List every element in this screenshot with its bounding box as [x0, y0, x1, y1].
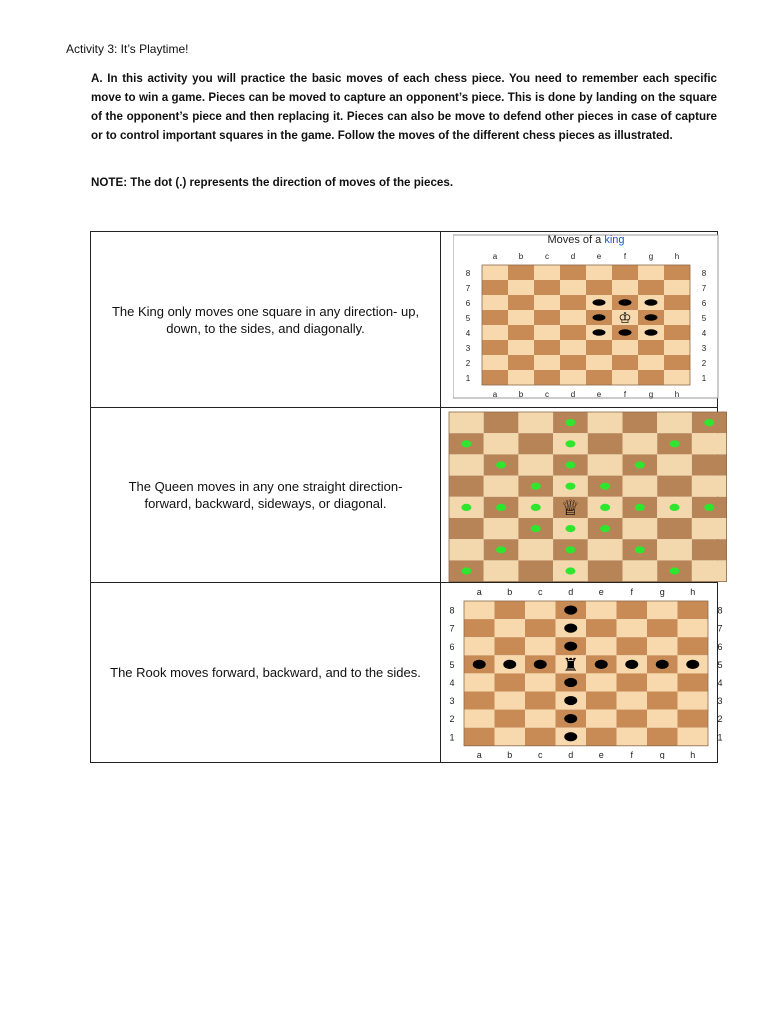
- board-square: [612, 265, 638, 280]
- rank-label-right: 7: [701, 284, 707, 293]
- move-dot: [496, 547, 506, 554]
- rank-label-right: 4: [717, 677, 723, 688]
- activity-title: Activity 3: It’s Playtime!: [66, 42, 189, 56]
- chess-piece: ♜: [562, 654, 579, 675]
- move-dot: [534, 659, 547, 668]
- move-dot: [670, 441, 680, 448]
- board-square: [612, 280, 638, 295]
- move-dot: [656, 659, 669, 668]
- move-dot: [565, 462, 575, 469]
- file-label-bottom: e: [598, 749, 604, 759]
- file-label-bottom: d: [568, 749, 574, 759]
- board-square: [508, 340, 534, 355]
- board-square: [664, 325, 690, 340]
- file-label-top: h: [674, 252, 680, 261]
- board-square: [449, 455, 484, 476]
- board-square: [525, 619, 556, 637]
- board-square: [464, 601, 495, 619]
- rank-label-left: 1: [465, 374, 471, 383]
- board-square: [588, 455, 623, 476]
- board-square: [464, 619, 495, 637]
- board-square: [588, 561, 623, 582]
- board-square: [525, 727, 556, 745]
- board-square: [664, 280, 690, 295]
- move-dot: [619, 329, 632, 335]
- rook-description: The Rook moves forward, backward, and to the sides.: [91, 582, 441, 762]
- rank-label-left: 3: [465, 344, 471, 353]
- board-square: [692, 561, 727, 582]
- rank-label-left: 7: [449, 623, 455, 634]
- rank-label-left: 8: [449, 605, 455, 616]
- move-dot: [593, 329, 606, 335]
- board-square: [495, 637, 526, 655]
- board-square: [647, 637, 678, 655]
- move-dot: [670, 504, 680, 511]
- board-square: [657, 540, 692, 561]
- king-moves-board: [453, 234, 719, 400]
- board-square: [657, 412, 692, 433]
- board-square: [638, 265, 664, 280]
- moves-table: [90, 231, 723, 763]
- board-square: [638, 355, 664, 370]
- move-dot: [461, 568, 471, 575]
- board-square: [534, 280, 560, 295]
- file-label-bottom: f: [630, 749, 634, 759]
- file-label-top: f: [623, 252, 627, 261]
- file-label-top: f: [630, 586, 634, 597]
- rank-label-right: 6: [717, 641, 723, 652]
- move-dot: [565, 568, 575, 575]
- move-dot: [564, 732, 577, 741]
- board-square: [508, 265, 534, 280]
- board-square: [623, 476, 658, 497]
- rook-illustration-cell: [441, 582, 723, 762]
- board-square: [534, 295, 560, 310]
- move-dot: [564, 623, 577, 632]
- board-square: [525, 691, 556, 709]
- board-square: [495, 619, 526, 637]
- board-square: [534, 310, 560, 325]
- move-dot: [496, 504, 506, 511]
- board-square: [495, 709, 526, 727]
- move-dot: [686, 659, 699, 668]
- move-dot: [704, 504, 714, 511]
- board-square: [518, 412, 553, 433]
- caption-accent-text: king: [604, 234, 625, 246]
- board-square: [560, 310, 586, 325]
- board-square: [623, 518, 658, 539]
- move-dot: [565, 525, 575, 532]
- move-dot: [564, 605, 577, 614]
- file-label-top: d: [570, 252, 576, 261]
- board-square: [678, 727, 709, 745]
- board-square: [586, 370, 612, 385]
- board-square: [518, 455, 553, 476]
- file-label-bottom: c: [545, 390, 549, 399]
- board-square: [664, 355, 690, 370]
- board-square: [612, 370, 638, 385]
- board-square: [482, 370, 508, 385]
- caption-text: Moves of a: [547, 234, 605, 246]
- move-dot: [564, 714, 577, 723]
- rank-label-left: 5: [449, 659, 455, 670]
- queen-illustration-cell: [441, 408, 718, 582]
- move-dot: [565, 419, 575, 426]
- board-square: [692, 434, 727, 455]
- rank-label-left: 6: [449, 641, 455, 652]
- board-square: [534, 355, 560, 370]
- board-square: [657, 476, 692, 497]
- move-dot: [619, 299, 632, 305]
- board-square: [692, 455, 727, 476]
- rook-row: [91, 582, 718, 762]
- rank-label-left: 4: [449, 677, 455, 688]
- board-square: [495, 727, 526, 745]
- board-square: [508, 355, 534, 370]
- note-text: NOTE: The dot (.) represents the direction of moves of the pieces.: [91, 176, 454, 189]
- file-label-top: h: [690, 586, 696, 597]
- move-dot: [635, 462, 645, 469]
- queen-moves-board: [448, 410, 729, 582]
- board-square: [482, 295, 508, 310]
- file-label-bottom: a: [492, 390, 498, 399]
- file-label-top: c: [538, 586, 543, 597]
- board-square: [617, 709, 648, 727]
- board-square: [664, 310, 690, 325]
- rank-label-right: 7: [717, 623, 723, 634]
- move-dot: [645, 314, 658, 320]
- file-label-top: g: [659, 586, 665, 597]
- board-square: [464, 691, 495, 709]
- instructions-paragraph: A. In this activity you will practice the basic moves of each chess piece. You need to remember each specific move to win a game. Pieces can be moved to capture an opponent’s piece. This is done by landing on the square of the opponent’s piece and then replacing it. Pieces can also be move to defend other pieces in case of capture or to control important squares in the game. Follow the moves of the different chess pieces as illustrated.: [91, 72, 717, 142]
- board-square: [657, 455, 692, 476]
- king-row: [91, 232, 718, 408]
- board-square: [647, 673, 678, 691]
- board-square: [525, 601, 556, 619]
- file-label-bottom: h: [674, 390, 680, 399]
- rank-label-left: 7: [465, 284, 471, 293]
- file-label-top: e: [598, 586, 604, 597]
- board-square: [534, 265, 560, 280]
- board-square: [560, 340, 586, 355]
- move-dot: [645, 299, 658, 305]
- board-square: [560, 325, 586, 340]
- board-square: [664, 295, 690, 310]
- board-square: [482, 355, 508, 370]
- board-square: [484, 434, 519, 455]
- file-label-bottom: e: [596, 390, 602, 399]
- move-dot: [593, 299, 606, 305]
- file-label-bottom: d: [570, 390, 576, 399]
- board-square: [464, 727, 495, 745]
- board-square: [623, 561, 658, 582]
- board-square: [525, 637, 556, 655]
- board-square: [617, 691, 648, 709]
- board-square: [560, 370, 586, 385]
- board-square: [534, 370, 560, 385]
- move-dot: [564, 641, 577, 650]
- move-dot: [461, 441, 471, 448]
- board-square: [464, 673, 495, 691]
- board-square: [638, 280, 664, 295]
- rank-label-right: 2: [701, 359, 707, 368]
- file-label-top: b: [507, 586, 513, 597]
- board-square: [560, 265, 586, 280]
- board-square: [449, 518, 484, 539]
- rank-label-left: 6: [465, 299, 471, 308]
- board-square: [534, 325, 560, 340]
- file-label-top: a: [492, 252, 498, 261]
- board-square: [664, 265, 690, 280]
- board-square: [449, 412, 484, 433]
- rook-moves-board: [446, 587, 728, 759]
- board-square: [612, 340, 638, 355]
- move-dot: [645, 329, 658, 335]
- board-square: [647, 709, 678, 727]
- move-dot: [473, 659, 486, 668]
- board-square: [508, 295, 534, 310]
- board-square: [525, 673, 556, 691]
- board-square: [484, 412, 519, 433]
- board-square: [647, 619, 678, 637]
- move-dot: [564, 678, 577, 687]
- file-label-top: d: [568, 586, 574, 597]
- board-square: [638, 340, 664, 355]
- rank-label-right: 1: [701, 374, 707, 383]
- board-square: [657, 518, 692, 539]
- board-square: [692, 476, 727, 497]
- rank-label-right: 3: [717, 695, 723, 706]
- board-square: [560, 295, 586, 310]
- board-square: [586, 727, 617, 745]
- chess-piece: ♔: [618, 309, 632, 327]
- board-square: [586, 355, 612, 370]
- rank-label-left: 1: [449, 731, 455, 742]
- file-label-bottom: a: [476, 749, 482, 759]
- move-dot: [565, 441, 575, 448]
- file-label-bottom: h: [690, 749, 696, 759]
- rank-label-left: 3: [449, 695, 455, 706]
- rank-label-right: 8: [717, 605, 723, 616]
- move-dot: [496, 462, 506, 469]
- board-square: [692, 518, 727, 539]
- board-square: [664, 370, 690, 385]
- file-label-bottom: b: [518, 390, 524, 399]
- board-square: [678, 601, 709, 619]
- king-illustration-cell: [441, 232, 718, 408]
- file-label-bottom: g: [648, 390, 654, 399]
- board-square: [586, 265, 612, 280]
- file-label-bottom: b: [507, 749, 513, 759]
- board-square: [692, 540, 727, 561]
- move-dot: [635, 547, 645, 554]
- move-dot: [531, 525, 541, 532]
- board-square: [482, 310, 508, 325]
- board-square: [518, 434, 553, 455]
- board-square: [495, 691, 526, 709]
- board-square: [449, 476, 484, 497]
- board-square: [612, 355, 638, 370]
- board-square: [484, 518, 519, 539]
- board-square: [586, 340, 612, 355]
- rank-label-left: 2: [465, 359, 471, 368]
- board-square: [464, 637, 495, 655]
- file-label-top: g: [648, 252, 654, 261]
- rank-label-left: 4: [465, 329, 471, 338]
- board-square: [678, 709, 709, 727]
- file-label-bottom: c: [538, 749, 543, 759]
- board-square: [482, 325, 508, 340]
- rank-label-right: 2: [717, 713, 723, 724]
- board-square: [586, 673, 617, 691]
- move-dot: [564, 696, 577, 705]
- rank-label-right: 1: [717, 731, 723, 742]
- board-square: [678, 691, 709, 709]
- rank-label-right: 8: [701, 269, 707, 278]
- board-square: [623, 434, 658, 455]
- board-square: [588, 412, 623, 433]
- file-label-top: c: [545, 252, 549, 261]
- board-square: [518, 561, 553, 582]
- file-label-bottom: g: [659, 749, 665, 759]
- move-dot: [531, 483, 541, 490]
- board-square: [482, 280, 508, 295]
- move-dot: [593, 314, 606, 320]
- move-dot: [625, 659, 638, 668]
- queen-description: The Queen moves in any one straight direction-forward, backward, sideways, or diagonal.: [91, 408, 441, 582]
- rank-label-right: 6: [701, 299, 707, 308]
- move-dot: [600, 483, 610, 490]
- board-square: [678, 619, 709, 637]
- board-square: [586, 691, 617, 709]
- board-square: [664, 340, 690, 355]
- file-label-bottom: f: [623, 390, 627, 399]
- move-dot: [565, 483, 575, 490]
- board-square: [525, 709, 556, 727]
- board-square: [638, 370, 664, 385]
- board-square: [586, 601, 617, 619]
- board-square: [623, 412, 658, 433]
- board-square: [518, 540, 553, 561]
- board-square: [586, 709, 617, 727]
- rank-label-left: 2: [449, 713, 455, 724]
- board-square: [678, 673, 709, 691]
- board-square: [617, 601, 648, 619]
- board-square: [617, 619, 648, 637]
- move-dot: [531, 504, 541, 511]
- board-square: [534, 340, 560, 355]
- board-square: [617, 673, 648, 691]
- rank-label-left: 8: [465, 269, 471, 278]
- move-dot: [461, 504, 471, 511]
- board-square: [647, 601, 678, 619]
- board-caption: [547, 234, 624, 246]
- board-square: [482, 340, 508, 355]
- move-dot: [565, 547, 575, 554]
- file-label-top: a: [476, 586, 482, 597]
- board-square: [588, 540, 623, 561]
- queen-row: [91, 408, 718, 582]
- board-square: [617, 637, 648, 655]
- file-label-top: e: [596, 252, 602, 261]
- board-square: [508, 370, 534, 385]
- move-dot: [600, 525, 610, 532]
- file-label-top: b: [518, 252, 524, 261]
- board-square: [495, 601, 526, 619]
- move-dot: [704, 419, 714, 426]
- board-square: [449, 540, 484, 561]
- rank-label-right: 5: [701, 314, 707, 323]
- rank-label-right: 3: [701, 344, 707, 353]
- board-square: [464, 709, 495, 727]
- move-dot: [503, 659, 516, 668]
- move-dot: [635, 504, 645, 511]
- rank-label-right: 4: [701, 329, 707, 338]
- king-description: The King only moves one square in any direction- up, down, to the sides, and diagonally.: [91, 232, 441, 408]
- board-square: [617, 727, 648, 745]
- board-square: [484, 561, 519, 582]
- rank-label-right: 5: [717, 659, 723, 670]
- move-dot: [600, 504, 610, 511]
- board-square: [586, 280, 612, 295]
- board-square: [484, 476, 519, 497]
- rank-label-left: 5: [465, 314, 471, 323]
- board-square: [588, 434, 623, 455]
- board-square: [678, 637, 709, 655]
- move-dot: [670, 568, 680, 575]
- board-square: [482, 265, 508, 280]
- board-square: [508, 280, 534, 295]
- board-square: [495, 673, 526, 691]
- chess-piece: ♕: [561, 497, 580, 521]
- move-dot: [595, 659, 608, 668]
- board-square: [560, 280, 586, 295]
- board-square: [586, 637, 617, 655]
- board-square: [647, 691, 678, 709]
- board-square: [560, 355, 586, 370]
- board-square: [647, 727, 678, 745]
- board-square: [508, 325, 534, 340]
- board-square: [586, 619, 617, 637]
- board-square: [508, 310, 534, 325]
